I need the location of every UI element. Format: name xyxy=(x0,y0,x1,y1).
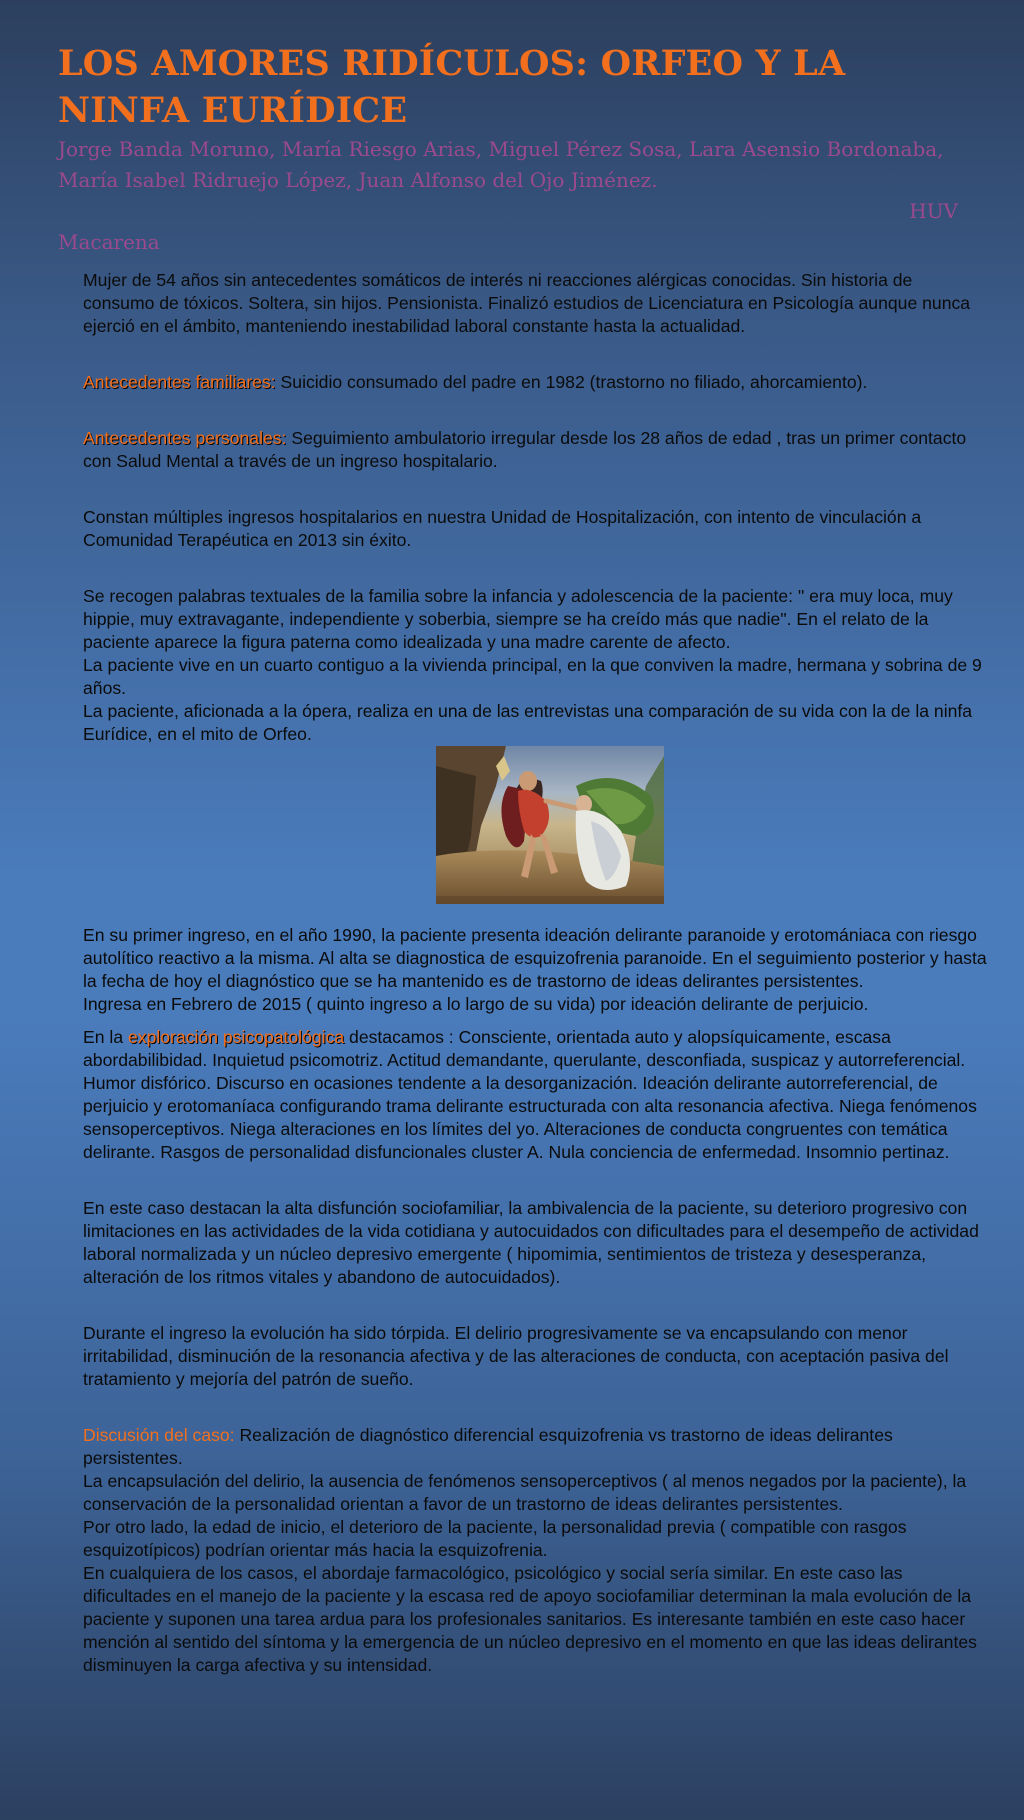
family-history-text: Suicidio consumado del padre en 1982 (trastorno no filiado, ahorcamiento). xyxy=(275,372,868,392)
discussion-label: Discusión del caso: xyxy=(83,1425,235,1445)
psychopathology-paragraph xyxy=(83,1026,988,1164)
author-names: Jorge Banda Moruno, María Riesgo Arias, Miguel Pérez Sosa, Lara Asensio Bordonaba, María Isabel Ridruejo López, Juan Alfonso del Ojo Jiménez. xyxy=(58,137,944,192)
psychopathology-text: destacamos : Consciente, orientada auto y alopsíquicamente, escasa abordabilibidad. Inquietud psicomotriz. Actitud demandante, querulante, desconfiada, suspicaz y autorreferencial. Humor disfórico. Discurso en ocasiones tendente a la desorganización. Ideación delirante autorreferencial, de perjuicio y erotomaníaca configurando trama delirante estructurada con alta resonancia afectiva. Niega fenómenos sensoperceptivos. Niega alteraciones en los límites del yo. Alteraciones de conducta congruentes con temática delirante. Rasgos de personalidad disfuncionales cluster A. Nula conciencia de enfermedad. Insomnio pertinaz. xyxy=(83,1027,977,1162)
psychopathology-label: exploración psicopatológica xyxy=(128,1027,345,1047)
family-history-label: Antecedentes familiares: xyxy=(83,372,276,392)
opera-comparison-paragraph: La paciente, aficionada a la ópera, realiza en una de las entrevistas una comparación de su vida con la de la ninfa Eurídice, en el mito de Orfeo. xyxy=(83,701,973,744)
orpheus-eurydice-painting xyxy=(436,746,664,904)
first-admission-paragraph: En su primer ingreso, en el año 1990, la paciente presenta ideación delirante paranoide y erotomániaca con riesgo autolítico reactivo a la misma. Al alta se diagnostica de esquizofrenia paranoide. En el seguimiento posterior y hasta la fecha de hoy el diagnóstico que se ha mantenido es de trastorno de ideas delirantes persistentes. xyxy=(83,925,987,991)
discussion-paragraph xyxy=(83,1424,988,1470)
admissions-paragraph: Constan múltiples ingresos hospitalarios en nuestra Unidad de Hospitalización, con intento de vinculación a Comunidad Terapéutica en 2013 sin éxito. xyxy=(83,507,922,550)
case-body xyxy=(83,269,988,1677)
living-situation-paragraph: La paciente vive en un cuarto contiguo a la vivienda principal, en la que conviven la madre, hermana y sobrina de 9 años. xyxy=(83,655,982,698)
personal-history-paragraph xyxy=(83,427,988,473)
psychopathology-pre: En la xyxy=(83,1027,128,1047)
family-quote-paragraph: Se recogen palabras textuales de la familia sobre la infancia y adolescencia de la paciente: " era muy loca, muy hippie, muy extravagante, independiente y soberbia, siempre se ha creído más que nadie". En el relato de la paciente aparece la figura paterna como idealizada y una madre carente de afecto. xyxy=(83,586,953,652)
evolution-paragraph: Durante el ingreso la evolución ha sido tórpida. El delirio progresivamente se va encapsulando con menor irritabilidad, disminución de la resonancia afectiva y de las alteraciones de conducta, con aceptación pasiva del tratamiento y mejoría del patrón de sueño. xyxy=(83,1323,949,1389)
institution-part1: HUV xyxy=(909,199,958,223)
authors xyxy=(58,134,958,258)
poster-header xyxy=(58,40,978,258)
discussion-conclusion-paragraph: En cualquiera de los casos, el abordaje farmacológico, psicológico y social sería similar. En este caso las dificultades en el manejo de la paciente y la escasa red de apoyo sociofamiliar determinan la mala evolución de la paciente y suponen una tarea ardua para los profesionales sanitarios. Es interesante también en este caso hacer mención al sentido del síntoma y la emergencia de un núcleo depresivo en el momento en que las ideas delirantes disminuyen la carga afectiva y su intensidad. xyxy=(83,1563,977,1675)
admission-2015-paragraph: Ingresa en Febrero de 2015 ( quinto ingreso a lo largo de su vida) por ideación delirante de perjuicio. xyxy=(83,994,869,1014)
highlights-paragraph: En este caso destacan la alta disfunción sociofamiliar, la ambivalencia de la paciente, su deterioro progresivo con limitaciones en las actividades de la vida cotidiana y autocuidados con dificultades para el desempeño de actividad laboral normalizada y un núcleo depresivo emergente ( hipomimia, sentimientos de tristeza y desesperanza, alteración de los ritmos vitales y abandono de autocuidados). xyxy=(83,1198,979,1287)
discussion-text: Realización de diagnóstico diferencial esquizofrenia vs trastorno de ideas delirantes persistentes. xyxy=(83,1425,893,1468)
poster-title: LOS AMORES RIDÍCULOS: ORFEO Y LA NINFA EURÍDICE xyxy=(58,43,846,131)
discussion-delusion-paragraph: La encapsulación del delirio, la ausencia de fenómenos sensoperceptivos ( al menos negados por la paciente), la conservación de la personalidad orientan a favor de un trastorno de ideas delirantes persistentes. xyxy=(83,1471,967,1514)
discussion-schizophrenia-paragraph: Por otro lado, la edad de inicio, el deterioro de la paciente, la personalidad previa ( compatible con rasgos esquizotípicos) podrían orientar más hacia la esquizofrenia. xyxy=(83,1517,907,1560)
intro-paragraph: Mujer de 54 años sin antecedentes somáticos de interés ni reacciones alérgicas conocidas. Sin historia de consumo de tóxicos. Soltera, sin hijos. Pensionista. Finalizó estudios de Licenciatura en Psicología aunque nunca ejerció en el ámbito, manteniendo inestabilidad laboral constante hasta la actualidad. xyxy=(83,270,971,336)
institution-part2: Macarena xyxy=(58,230,160,254)
personal-history-label: Antecedentes personales: xyxy=(83,428,287,448)
family-history-paragraph xyxy=(83,371,988,394)
personal-history-text: Seguimiento ambulatorio irregular desde los 28 años de edad , tras un primer contacto con Salud Mental a través de un ingreso hospitalario. xyxy=(83,428,967,471)
painting-illustration xyxy=(436,746,664,904)
